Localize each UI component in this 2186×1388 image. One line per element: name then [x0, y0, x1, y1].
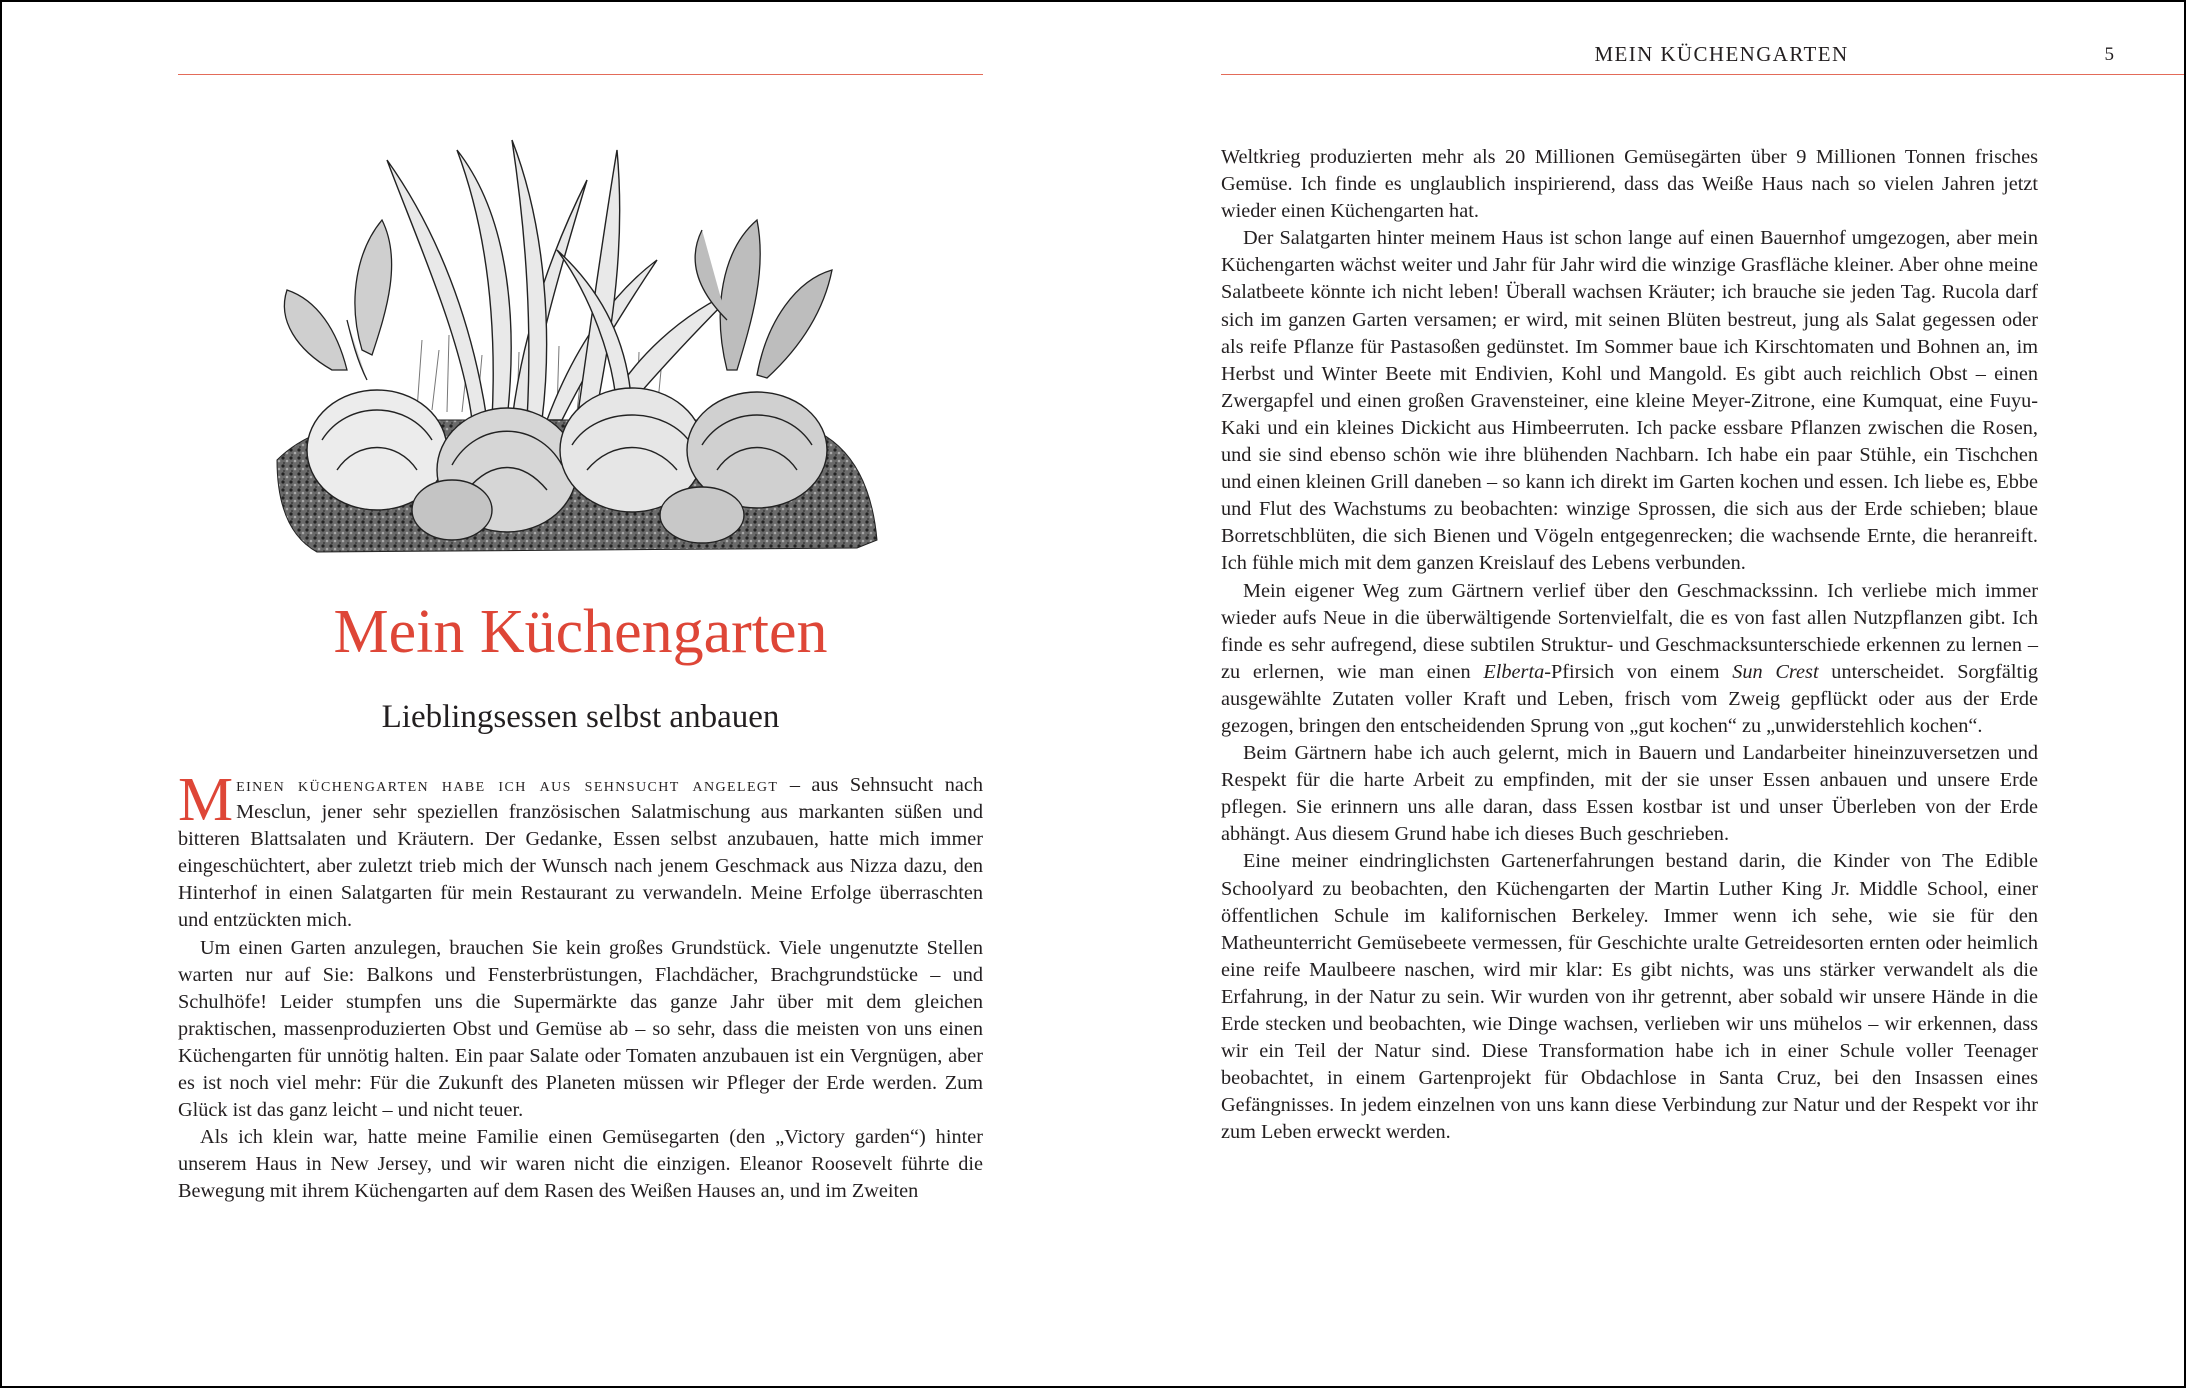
paragraph-text: unterscheidet. Sorgfältig ausgewählte Zutaten voller Kraft und Leben, frisch vom Zweig gepflückt oder aus der Erde gezogen, bringen den entscheidenden Sprung von „gut kochen“ zu „unwiderstehlich kochen“.	[1221, 660, 2038, 737]
page-number: 5	[2104, 44, 2114, 65]
paragraph	[178, 766, 983, 935]
running-head: MEIN KÜCHENGARTEN	[1594, 42, 1849, 66]
right-header-rule	[1221, 74, 2184, 75]
paragraph: Eine meiner eindringlichsten Gartenerfahrungen bestand darin, die Kinder von The Edible Schoolyard zu beobachten, den Küchengarten der Martin Luther King Jr. Middle School, einer öffentlichen Schule im kalifornischen Berkeley. Immer wenn ich sehe, wie sie für den Matheunterricht Gemüsebeete vermessen, für Geschichte uralte Getreidesorten ernten oder heimlich eine reife Maulbeere naschen, wird mir klar: Es gibt nichts, was uns stärker verwandelt als die Erfahrung, in der Natur zu sein. Wir wurden von ihr getrennt, aber sobald wir unsere Hände in die Erde stecken und beobachten, wie Dinge wachsen, verlieben wir uns mühelos – wir erkennen, dass wir ein Teil der Natur sind. Diese Transformation habe ich in einer Schule voller Teenager beobachtet, in einem Gartenprojekt für Obdachlose in Santa Cruz, bei den Insassen eines Gefängnisses. In jedem einzelnen von uns kann diese Verbindung zur Natur und der Respekt vor ihr zum Leben erweckt werden.	[1221, 850, 2038, 1144]
chapter-title: Mein Küchengarten	[333, 598, 828, 666]
paragraph: Beim Gärtnern habe ich auch gelernt, mich in Bauern und Landarbeiter hineinzuversetzen und Respekt für die harte Arbeit zu empfinden, mit der sie unser Essen anbauen und unsere Erde pflegen. Sie erinnern uns alle daran, dass Essen kostbar ist und unser Überleben von der Erde abhängt. Aus diesem Grund habe ich dieses Buch geschrieben.	[1221, 742, 2038, 846]
italic-term: Elberta	[1483, 660, 1545, 683]
paragraph: Weltkrieg produzierten mehr als 20 Millionen Gemüsegärten über 9 Millionen Tonnen frisches Gemüse. Ich finde es unglaublich inspirierend, dass das Weiße Haus nach so vielen Jahren jetzt wieder einen Küchengarten hat.	[1221, 146, 2038, 223]
book-spread	[2, 2, 2184, 1386]
paragraph: Um einen Garten anzulegen, brauchen Sie kein großes Grundstück. Viele ungenutzte Stellen warten nur auf Sie: Balkons und Fensterbrüstungen, Flachdächer, Brachgrundstücke – und Schulhöfe! Leider stumpfen uns die Supermärkte das ganze Jahr über mit dem gleichen praktischen, massenproduzierten Obst und Gemüse ab – so sehr, dass die meisten von uns einen Küchengarten für unnötig halten. Ein paar Salate oder Tomaten anzubauen ist ein Vergnügen, aber es ist noch viel mehr: Für die Zukunft des Planeten müssen wir Pfleger der Erde werden. Zum Glück ist das ganz leicht – und nicht teuer.	[178, 936, 983, 1122]
italic-term: Sun Crest	[1732, 660, 1819, 683]
vegetable-garden-illustration	[257, 120, 882, 565]
paragraph-text: – aus Sehnsucht nach Mesclun, jener sehr speziellen französischen Salatmischung aus markanten süßen und bitteren Blattsalaten und Kräutern. Der Gedanke, Essen selbst anzubauen, hatte mich immer eingeschüchtert, aber zuletzt trieb mich der Wunsch nach jenem Geschmack aus Nizza dazu, den Hinterhof in einen Salatgarten für mein Restaurant zu verwandeln. Meine Erfolge überraschten und entzückten mich.	[178, 774, 983, 932]
right-text-column	[1221, 144, 2038, 1146]
paragraph: Als ich klein war, hatte meine Familie einen Gemüsegarten (den „Victory garden“) hinter unserem Haus in New Jersey, und wir waren nicht die einzigen. Eleanor Roosevelt führte die Bewegung mit ihrem Küchengarten auf dem Rasen des Weißen Hauses an, und im Zweiten	[178, 1126, 983, 1203]
paragraph: Der Salatgarten hinter meinem Haus ist schon lange auf einen Bauernhof umgezogen, aber mein Küchengarten wächst weiter und Jahr für Jahr wird die winzige Grasfläche kleiner. Aber ohne meine Salatbeete könnte ich nicht leben! Überall wachsen Kräuter; ich brauche sie jeden Tag. Rucola darf sich im ganzen Garten versamen; er wird, mit seinen Blüten bestreut, jung als Salat gegessen oder als reife Pflanze für Pastasoßen gedünstet. Im Sommer baue ich Kirschtomaten und Bohnen an, im Herbst und Winter Beete mit Endivien, Kohl und Mangold. Es gibt auch reichlich Obst – einen Zwergapfel und einen großen Gravensteiner, eine kleine Meyer-Zitrone, eine Kumquat, eine Fuyu-Kaki und ein kleines Dickicht aus Himbeerruten. Ich packe essbare Pflanzen zwischen die Rosen, und sie sind ebenso schön wie ihre blühenden Nachbarn. Ich habe ein paar Stühle, ein Tischchen und einen kleinen Grill daneben – so kann ich direkt im Garten kochen und essen. Ich liebe es, Ebbe und Flut des Wachstums zu beobachten: winzige Sprossen, die sich aus der Erde schieben; blaue Borretschblüten, die sich Bienen und Vögeln entgegenrecken; die wachsende Ernte, die heranreift. Ich fühle mich mit dem ganzen Kreislauf des Lebens verbunden.	[1221, 227, 2038, 575]
paragraph-text: Mein eigener Weg zum Gärtnern verlief über den Geschmackssinn. Ich verliebe mich immer wieder aufs Neue in die überwältigende Sortenvielfalt, die es von fast allen Nutzpflanzen gibt. Ich finde es sehr aufregend, diese subtilen Struktur- und Geschmacksunterschiede erkennen zu lernen – zu erlernen, wie man einen	[1221, 579, 2038, 683]
chapter-subtitle: Lieblingsessen selbst anbauen	[381, 699, 780, 735]
left-header-rule	[178, 74, 983, 75]
paragraph-text: -Pfirsich von einem	[1544, 660, 1733, 683]
opening-smallcaps: einen küchengarten habe ich aus sehnsucht angelegt	[236, 774, 779, 796]
drop-cap: M	[178, 766, 234, 834]
left-text-column	[178, 766, 983, 1206]
paragraph	[1221, 578, 2038, 741]
